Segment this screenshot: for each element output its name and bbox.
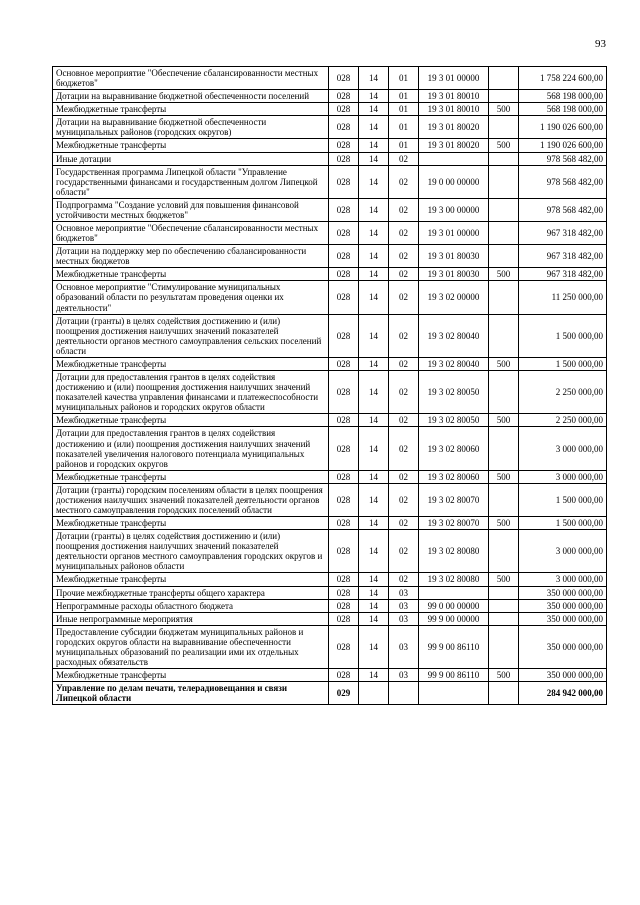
expense-type-cell bbox=[489, 165, 519, 198]
amount-cell: 3 000 000,00 bbox=[519, 427, 607, 470]
expense-name-cell: Основное мероприятие "Обеспечение сбалансированности местных бюджетов" bbox=[53, 67, 329, 90]
subsection-code-cell: 01 bbox=[389, 116, 419, 139]
amount-cell: 568 198 000,00 bbox=[519, 90, 607, 103]
expense-type-cell bbox=[489, 625, 519, 668]
amount-cell: 978 568 482,00 bbox=[519, 198, 607, 221]
target-article-cell: 19 3 02 80060 bbox=[419, 470, 489, 483]
expense-name-cell: Дотации (гранты) в целях содействия достижению и (или) поощрения достижения наилучших значений показателей деятельности органов местного самоуправления городских округов и муниципальных районов области bbox=[53, 530, 329, 573]
expense-type-cell: 500 bbox=[489, 103, 519, 116]
expense-name-cell: Непрограммные расходы областного бюджета bbox=[53, 599, 329, 612]
expense-name-cell: Межбюджетные трансферты bbox=[53, 669, 329, 682]
amount-cell: 350 000 000,00 bbox=[519, 625, 607, 668]
target-article-cell bbox=[419, 682, 489, 705]
ministry-code-cell: 028 bbox=[329, 530, 359, 573]
section-code-cell: 14 bbox=[359, 268, 389, 281]
ministry-code-cell: 028 bbox=[329, 414, 359, 427]
expense-name-cell: Иные дотации bbox=[53, 152, 329, 165]
expense-type-cell bbox=[489, 67, 519, 90]
table-row bbox=[53, 198, 607, 221]
target-article-cell: 19 3 02 80040 bbox=[419, 357, 489, 370]
subsection-code-cell: 03 bbox=[389, 612, 419, 625]
table-row bbox=[53, 612, 607, 625]
table-row bbox=[53, 414, 607, 427]
ministry-code-cell: 028 bbox=[329, 198, 359, 221]
expense-name-cell: Прочие межбюджетные трансферты общего характера bbox=[53, 586, 329, 599]
expense-name-cell: Иные непрограммные мероприятия bbox=[53, 612, 329, 625]
expense-name-cell: Дотации для предоставления грантов в целях содействия достижению и (или) поощрения достижения наилучших значений показателей качества управления финансами и платежеспособности муниципальных районов и городских округов области bbox=[53, 371, 329, 414]
target-article-cell bbox=[419, 152, 489, 165]
ministry-code-cell: 028 bbox=[329, 517, 359, 530]
ministry-code-cell: 028 bbox=[329, 586, 359, 599]
table-row bbox=[53, 357, 607, 370]
ministry-code-cell: 028 bbox=[329, 357, 359, 370]
table-row bbox=[53, 573, 607, 586]
amount-cell: 350 000 000,00 bbox=[519, 599, 607, 612]
page-number: 93 bbox=[595, 38, 606, 50]
target-article-cell: 99 9 00 86110 bbox=[419, 625, 489, 668]
target-article-cell: 19 3 02 80070 bbox=[419, 517, 489, 530]
table-row bbox=[53, 67, 607, 90]
target-article-cell: 19 3 02 80080 bbox=[419, 573, 489, 586]
subsection-code-cell: 02 bbox=[389, 517, 419, 530]
target-article-cell: 19 3 01 00000 bbox=[419, 67, 489, 90]
amount-cell: 350 000 000,00 bbox=[519, 612, 607, 625]
amount-cell: 3 000 000,00 bbox=[519, 530, 607, 573]
section-code-cell: 14 bbox=[359, 573, 389, 586]
section-code-cell: 14 bbox=[359, 67, 389, 90]
expense-type-cell bbox=[489, 198, 519, 221]
expense-type-cell: 500 bbox=[489, 470, 519, 483]
expense-type-cell bbox=[489, 371, 519, 414]
ministry-code-cell: 028 bbox=[329, 245, 359, 268]
ministry-code-cell: 028 bbox=[329, 314, 359, 357]
ministry-code-cell: 028 bbox=[329, 625, 359, 668]
expense-name-cell: Управление по делам печати, телерадиовещания и связи Липецкой области bbox=[53, 682, 329, 705]
ministry-code-cell: 028 bbox=[329, 67, 359, 90]
subsection-code-cell: 02 bbox=[389, 198, 419, 221]
section-code-cell: 14 bbox=[359, 103, 389, 116]
subsection-code-cell: 03 bbox=[389, 669, 419, 682]
amount-cell: 1 500 000,00 bbox=[519, 483, 607, 516]
target-article-cell: 19 3 02 80050 bbox=[419, 414, 489, 427]
amount-cell: 2 250 000,00 bbox=[519, 371, 607, 414]
subsection-code-cell: 02 bbox=[389, 530, 419, 573]
section-code-cell: 14 bbox=[359, 599, 389, 612]
subsection-code-cell: 02 bbox=[389, 165, 419, 198]
target-article-cell: 19 3 01 00000 bbox=[419, 222, 489, 245]
expense-name-cell: Дотации на выравнивание бюджетной обеспеченности поселений bbox=[53, 90, 329, 103]
ministry-code-cell: 028 bbox=[329, 427, 359, 470]
subsection-code-cell: 03 bbox=[389, 586, 419, 599]
expense-name-cell: Дотации (гранты) в целях содействия достижению и (или) поощрения достижения наилучших значений показателей деятельности органов местного самоуправления сельских поселений области bbox=[53, 314, 329, 357]
table-row bbox=[53, 625, 607, 668]
section-code-cell: 14 bbox=[359, 371, 389, 414]
section-code-cell: 14 bbox=[359, 116, 389, 139]
target-article-cell: 19 3 01 80010 bbox=[419, 90, 489, 103]
amount-cell: 1 190 026 600,00 bbox=[519, 116, 607, 139]
table-row bbox=[53, 139, 607, 152]
amount-cell: 350 000 000,00 bbox=[519, 669, 607, 682]
expense-name-cell: Межбюджетные трансферты bbox=[53, 268, 329, 281]
section-code-cell: 14 bbox=[359, 139, 389, 152]
expense-type-cell: 500 bbox=[489, 573, 519, 586]
target-article-cell: 19 3 01 80030 bbox=[419, 268, 489, 281]
ministry-code-cell: 029 bbox=[329, 682, 359, 705]
target-article-cell: 19 3 00 00000 bbox=[419, 198, 489, 221]
section-code-cell: 14 bbox=[359, 470, 389, 483]
subsection-code-cell: 02 bbox=[389, 222, 419, 245]
section-code-cell: 14 bbox=[359, 165, 389, 198]
amount-cell: 3 000 000,00 bbox=[519, 470, 607, 483]
table-row bbox=[53, 268, 607, 281]
target-article-cell: 19 3 02 80080 bbox=[419, 530, 489, 573]
table-row bbox=[53, 165, 607, 198]
target-article-cell: 19 3 02 80050 bbox=[419, 371, 489, 414]
expense-name-cell: Межбюджетные трансферты bbox=[53, 139, 329, 152]
ministry-code-cell: 028 bbox=[329, 483, 359, 516]
section-code-cell: 14 bbox=[359, 281, 389, 314]
table-row bbox=[53, 530, 607, 573]
ministry-code-cell: 028 bbox=[329, 669, 359, 682]
expense-name-cell: Основное мероприятие "Стимулирование муниципальных образований области по результатам проведения оценки их деятельности" bbox=[53, 281, 329, 314]
ministry-code-cell: 028 bbox=[329, 116, 359, 139]
expense-type-cell: 500 bbox=[489, 517, 519, 530]
subsection-code-cell: 02 bbox=[389, 268, 419, 281]
section-code-cell: 14 bbox=[359, 586, 389, 599]
expense-type-cell bbox=[489, 281, 519, 314]
ministry-code-cell: 028 bbox=[329, 281, 359, 314]
expense-type-cell bbox=[489, 222, 519, 245]
table-row bbox=[53, 222, 607, 245]
table-row bbox=[53, 371, 607, 414]
ministry-code-cell: 028 bbox=[329, 573, 359, 586]
expense-type-cell bbox=[489, 599, 519, 612]
target-article-cell: 99 0 00 00000 bbox=[419, 599, 489, 612]
expense-name-cell: Межбюджетные трансферты bbox=[53, 573, 329, 586]
ministry-code-cell: 028 bbox=[329, 90, 359, 103]
target-article-cell: 19 3 01 80020 bbox=[419, 139, 489, 152]
expense-name-cell: Дотации на выравнивание бюджетной обеспеченности муниципальных районов (городских округов) bbox=[53, 116, 329, 139]
target-article-cell: 19 3 02 80070 bbox=[419, 483, 489, 516]
section-code-cell: 14 bbox=[359, 427, 389, 470]
section-code-cell: 14 bbox=[359, 357, 389, 370]
expense-type-cell bbox=[489, 586, 519, 599]
section-code-cell: 14 bbox=[359, 152, 389, 165]
subsection-code-cell: 01 bbox=[389, 67, 419, 90]
amount-cell: 967 318 482,00 bbox=[519, 268, 607, 281]
expense-name-cell: Предоставление субсидии бюджетам муниципальных районов и городских округов области на выравнивание обеспеченности муниципальных образований по реализации ими их отдельных расходных обязательств bbox=[53, 625, 329, 668]
amount-cell: 978 568 482,00 bbox=[519, 165, 607, 198]
expense-type-cell: 500 bbox=[489, 268, 519, 281]
target-article-cell: 19 3 02 80060 bbox=[419, 427, 489, 470]
table-row bbox=[53, 427, 607, 470]
subsection-code-cell: 03 bbox=[389, 625, 419, 668]
expense-name-cell: Межбюджетные трансферты bbox=[53, 103, 329, 116]
section-code-cell: 14 bbox=[359, 222, 389, 245]
table-row bbox=[53, 483, 607, 516]
ministry-code-cell: 028 bbox=[329, 152, 359, 165]
expense-type-cell: 500 bbox=[489, 357, 519, 370]
amount-cell: 1 500 000,00 bbox=[519, 357, 607, 370]
expense-name-cell: Межбюджетные трансферты bbox=[53, 414, 329, 427]
expense-type-cell bbox=[489, 530, 519, 573]
section-code-cell: 14 bbox=[359, 245, 389, 268]
table-row bbox=[53, 116, 607, 139]
ministry-code-cell: 028 bbox=[329, 103, 359, 116]
amount-cell: 2 250 000,00 bbox=[519, 414, 607, 427]
budget-table bbox=[52, 66, 607, 705]
expense-name-cell: Подпрограмма "Создание условий для повышения финансовой устойчивости местных бюджетов" bbox=[53, 198, 329, 221]
expense-name-cell: Межбюджетные трансферты bbox=[53, 357, 329, 370]
ministry-code-cell: 028 bbox=[329, 268, 359, 281]
expense-type-cell bbox=[489, 152, 519, 165]
target-article-cell: 19 3 01 80020 bbox=[419, 116, 489, 139]
ministry-code-cell: 028 bbox=[329, 599, 359, 612]
expense-type-cell bbox=[489, 116, 519, 139]
expense-type-cell bbox=[489, 483, 519, 516]
subsection-code-cell: 02 bbox=[389, 152, 419, 165]
expense-type-cell bbox=[489, 612, 519, 625]
table-row bbox=[53, 90, 607, 103]
expense-name-cell: Межбюджетные трансферты bbox=[53, 470, 329, 483]
expense-type-cell: 500 bbox=[489, 669, 519, 682]
table-row bbox=[53, 245, 607, 268]
ministry-code-cell: 028 bbox=[329, 139, 359, 152]
amount-cell: 967 318 482,00 bbox=[519, 245, 607, 268]
target-article-cell: 19 3 02 80040 bbox=[419, 314, 489, 357]
subsection-code-cell: 02 bbox=[389, 573, 419, 586]
table-row bbox=[53, 103, 607, 116]
amount-cell: 1 758 224 600,00 bbox=[519, 67, 607, 90]
section-code-cell: 14 bbox=[359, 483, 389, 516]
amount-cell: 1 190 026 600,00 bbox=[519, 139, 607, 152]
budget-table-body bbox=[53, 67, 607, 705]
expense-type-cell bbox=[489, 427, 519, 470]
target-article-cell: 19 3 01 80010 bbox=[419, 103, 489, 116]
subsection-code-cell: 02 bbox=[389, 483, 419, 516]
expense-name-cell: Дотации на поддержку мер по обеспечению сбалансированности местных бюджетов bbox=[53, 245, 329, 268]
expense-type-cell bbox=[489, 314, 519, 357]
expense-name-cell: Государственная программа Липецкой области "Управление государственными финансами и государственным долгом Липецкой области" bbox=[53, 165, 329, 198]
ministry-code-cell: 028 bbox=[329, 371, 359, 414]
subsection-code-cell: 02 bbox=[389, 470, 419, 483]
expense-type-cell: 500 bbox=[489, 139, 519, 152]
amount-cell: 978 568 482,00 bbox=[519, 152, 607, 165]
target-article-cell: 99 9 00 00000 bbox=[419, 612, 489, 625]
subsection-code-cell: 02 bbox=[389, 281, 419, 314]
amount-cell: 568 198 000,00 bbox=[519, 103, 607, 116]
section-code-cell: 14 bbox=[359, 625, 389, 668]
subsection-code-cell: 02 bbox=[389, 357, 419, 370]
section-code-cell bbox=[359, 682, 389, 705]
target-article-cell: 99 9 00 86110 bbox=[419, 669, 489, 682]
amount-cell: 11 250 000,00 bbox=[519, 281, 607, 314]
table-row bbox=[53, 682, 607, 705]
amount-cell: 1 500 000,00 bbox=[519, 314, 607, 357]
subsection-code-cell: 02 bbox=[389, 371, 419, 414]
table-row bbox=[53, 599, 607, 612]
expense-type-cell bbox=[489, 90, 519, 103]
section-code-cell: 14 bbox=[359, 517, 389, 530]
section-code-cell: 14 bbox=[359, 90, 389, 103]
subsection-code-cell: 02 bbox=[389, 414, 419, 427]
section-code-cell: 14 bbox=[359, 612, 389, 625]
expense-name-cell: Межбюджетные трансферты bbox=[53, 517, 329, 530]
ministry-code-cell: 028 bbox=[329, 165, 359, 198]
subsection-code-cell: 01 bbox=[389, 139, 419, 152]
subsection-code-cell: 01 bbox=[389, 90, 419, 103]
target-article-cell bbox=[419, 586, 489, 599]
target-article-cell: 19 3 02 00000 bbox=[419, 281, 489, 314]
section-code-cell: 14 bbox=[359, 530, 389, 573]
subsection-code-cell: 02 bbox=[389, 245, 419, 268]
table-row bbox=[53, 470, 607, 483]
table-row bbox=[53, 669, 607, 682]
amount-cell: 967 318 482,00 bbox=[519, 222, 607, 245]
subsection-code-cell bbox=[389, 682, 419, 705]
target-article-cell: 19 0 00 00000 bbox=[419, 165, 489, 198]
subsection-code-cell: 03 bbox=[389, 599, 419, 612]
expense-type-cell bbox=[489, 682, 519, 705]
subsection-code-cell: 02 bbox=[389, 314, 419, 357]
table-row bbox=[53, 586, 607, 599]
subsection-code-cell: 02 bbox=[389, 427, 419, 470]
table-row bbox=[53, 314, 607, 357]
amount-cell: 1 500 000,00 bbox=[519, 517, 607, 530]
target-article-cell: 19 3 01 80030 bbox=[419, 245, 489, 268]
ministry-code-cell: 028 bbox=[329, 470, 359, 483]
amount-cell: 350 000 000,00 bbox=[519, 586, 607, 599]
section-code-cell: 14 bbox=[359, 414, 389, 427]
section-code-cell: 14 bbox=[359, 314, 389, 357]
ministry-code-cell: 028 bbox=[329, 222, 359, 245]
table-row bbox=[53, 152, 607, 165]
section-code-cell: 14 bbox=[359, 669, 389, 682]
amount-cell: 284 942 000,00 bbox=[519, 682, 607, 705]
expense-type-cell: 500 bbox=[489, 414, 519, 427]
expense-name-cell: Дотации (гранты) городским поселениям области в целях поощрения достижения наилучших значений показателей деятельности органов местного самоуправления городских поселений области bbox=[53, 483, 329, 516]
subsection-code-cell: 01 bbox=[389, 103, 419, 116]
ministry-code-cell: 028 bbox=[329, 612, 359, 625]
expense-name-cell: Дотации для предоставления грантов в целях содействия достижению и (или) поощрения достижения наилучших значений показателей увеличения налогового потенциала муниципальных районов и городских округов bbox=[53, 427, 329, 470]
amount-cell: 3 000 000,00 bbox=[519, 573, 607, 586]
section-code-cell: 14 bbox=[359, 198, 389, 221]
expense-name-cell: Основное мероприятие "Обеспечение сбалансированности местных бюджетов" bbox=[53, 222, 329, 245]
table-row bbox=[53, 281, 607, 314]
expense-type-cell bbox=[489, 245, 519, 268]
table-row bbox=[53, 517, 607, 530]
